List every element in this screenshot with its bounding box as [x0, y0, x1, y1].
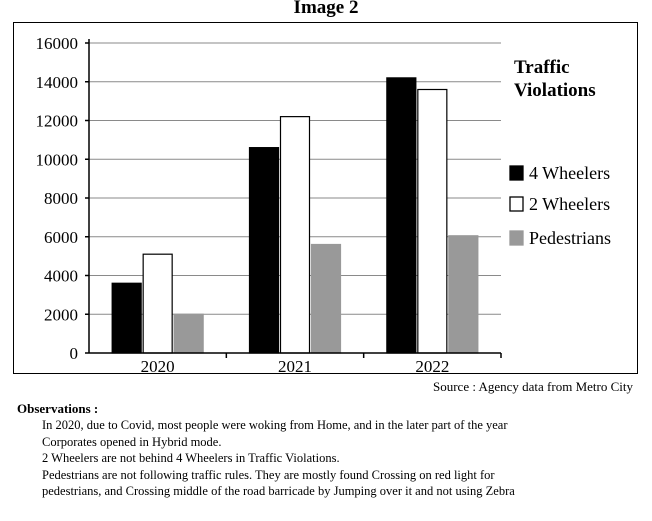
bar-chart	[14, 23, 637, 373]
observations-list	[42, 417, 515, 500]
bar-4-wheelers-2021	[250, 148, 279, 353]
page-title: Image 2	[293, 0, 359, 18]
x-tick-label: 2020	[140, 357, 175, 373]
legend-label-2-wheelers: 2 Wheelers	[529, 194, 611, 214]
observation-line: pedestrians, and Crossing middle of the road barricade by Jumping over it and not using Zebra	[42, 484, 515, 498]
y-tick-label: 16000	[35, 34, 78, 53]
bar-2-wheelers-2021	[281, 117, 310, 353]
y-tick-label: 6000	[44, 227, 78, 247]
y-tick-label: 14000	[35, 72, 78, 92]
observation-line: 2 Wheelers are not behind 4 Wheelers in Traffic Violations.	[42, 451, 340, 465]
legend-label-4-wheelers: 4 Wheelers	[529, 163, 611, 183]
y-tick-label: 8000	[44, 189, 78, 208]
bar-pedestrians-2020	[174, 314, 203, 353]
observation-line: Pedestrians are not following traffic rules. They are mostly found Crossing on red light for	[42, 467, 495, 482]
chart-title-line-2: Violations	[514, 80, 596, 101]
x-tick-label: 2022	[415, 357, 450, 373]
observation-line: Corporates opened in Hybrid mode.	[42, 434, 222, 449]
y-tick-label: 0	[69, 344, 78, 363]
observation-line: In 2020, due to Covid, most people were woking from Home, and in the later part of the year	[42, 418, 508, 432]
bar-4-wheelers-2020	[112, 283, 141, 353]
legend-swatch-pedestrians	[510, 231, 523, 245]
x-tick-label: 2021	[278, 357, 312, 373]
source-note: Source : Agency data from Metro City	[432, 379, 633, 394]
bar-pedestrians-2022	[449, 236, 478, 353]
y-tick-label: 12000	[35, 111, 78, 131]
chart-title-line-1: Traffic	[514, 57, 570, 78]
y-tick-label: 10000	[35, 150, 78, 170]
bar-pedestrians-2021	[312, 245, 341, 354]
chart-frame	[13, 22, 638, 374]
legend-swatch-2-wheelers	[510, 197, 523, 211]
observations-heading: Observations :	[17, 401, 99, 416]
bar-4-wheelers-2022	[387, 78, 416, 353]
y-tick-label: 2000	[44, 305, 78, 325]
bar-2-wheelers-2020	[143, 254, 172, 353]
legend-label-pedestrians: Pedestrians	[529, 228, 611, 248]
y-tick-label: 4000	[44, 266, 78, 286]
bar-2-wheelers-2022	[418, 90, 447, 354]
legend-swatch-4-wheelers	[510, 166, 523, 180]
